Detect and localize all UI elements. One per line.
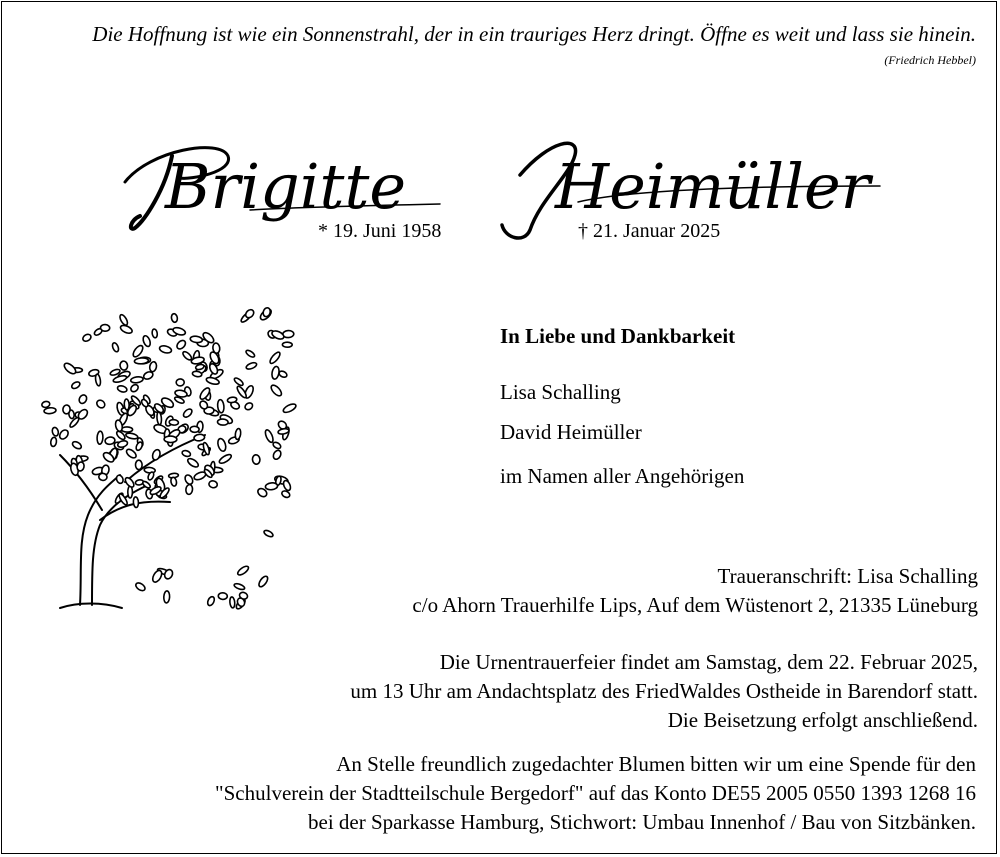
deceased-name — [110, 120, 900, 250]
ceremony-line: um 13 Uhr am Andachtsplatz des FriedWaldes Ostheide in Barendorf statt. — [350, 679, 978, 703]
first-name-text: Brigitte — [165, 150, 407, 223]
donation-line: An Stelle freundlich zugedachter Blumen bitten wir um eine Spende für den — [336, 752, 976, 776]
mourner-name: Lisa Schalling — [500, 380, 621, 404]
quote-text: Die Hoffnung ist wie ein Sonnenstrahl, der in ein trauriges Herz dringt. Öffne es weit und lass sie hinein. — [92, 22, 976, 46]
quote-author: (Friedrich Hebbel) — [884, 53, 976, 67]
mourner-name: David Heimüller — [500, 420, 642, 444]
address-line: Traueranschrift: Lisa Schalling — [717, 564, 978, 588]
birth-date: * 19. Juni 1958 — [318, 220, 442, 242]
mourners-heading: In Liebe und Dankbarkeit — [500, 324, 736, 348]
donation-line: "Schulverein der Stadtteilschule Bergedorf" auf das Konto DE55 2005 0550 1393 1268 16 — [215, 781, 976, 805]
address-line: c/o Ahorn Trauerhilfe Lips, Auf dem Wüstenort 2, 21335 Lüneburg — [412, 593, 978, 617]
ceremony-line: Die Beisetzung erfolgt anschließend. — [667, 708, 978, 732]
last-name-text: Heimüller — [555, 150, 871, 223]
donation-line: bei der Sparkasse Hamburg, Stichwort: Umbau Innenhof / Bau von Sitzbänken. — [308, 810, 976, 834]
death-date: † 21. Januar 2025 — [578, 220, 721, 242]
mourners-closing: im Namen aller Angehörigen — [500, 464, 745, 488]
ceremony-line: Die Urnentrauerfeier findet am Samstag, dem 22. Februar 2025, — [439, 650, 978, 674]
